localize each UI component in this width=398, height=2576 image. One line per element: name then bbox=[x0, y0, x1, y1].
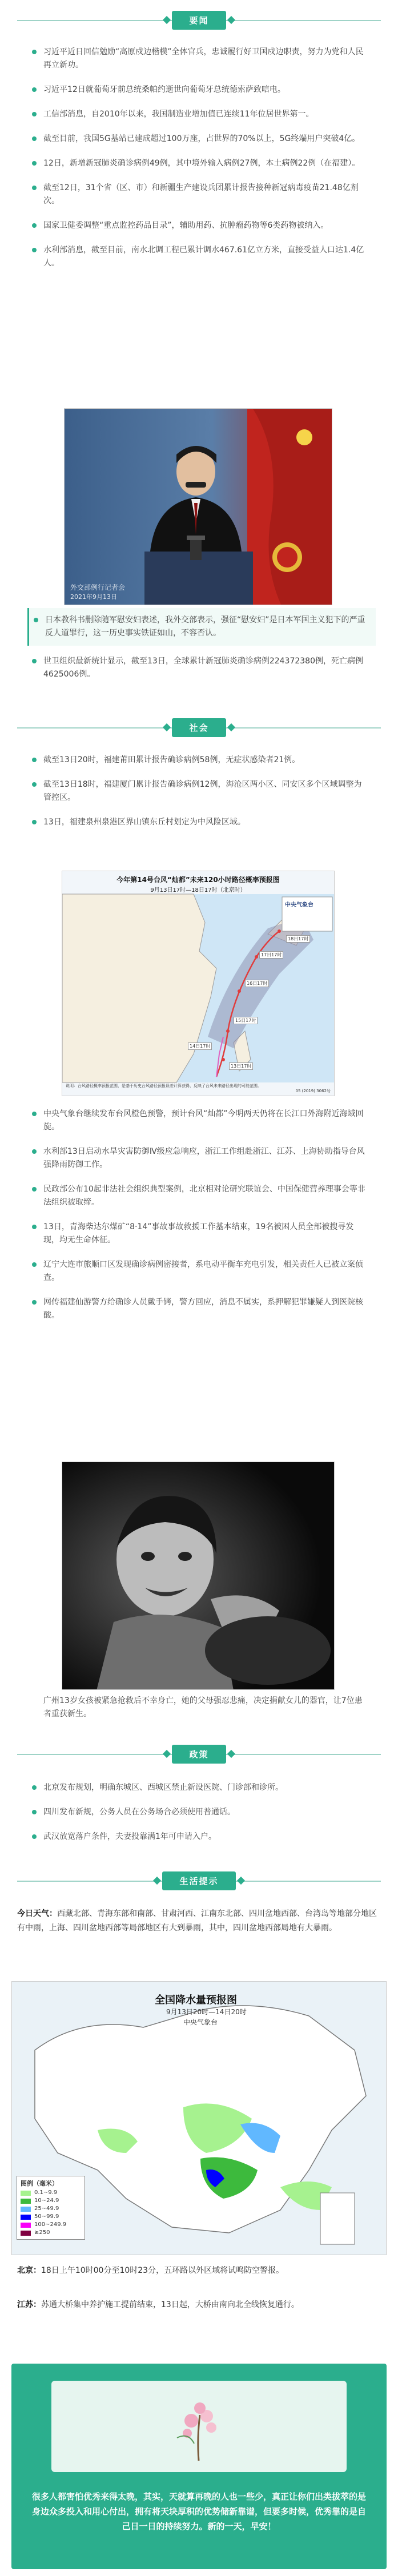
list-item: 13日，福建泉州泉港区界山镇东丘村划定为中风险区域。 bbox=[27, 810, 376, 835]
rain-legend-row bbox=[21, 2229, 81, 2237]
path-label: 18日17时 bbox=[286, 935, 310, 943]
society-list bbox=[27, 748, 376, 835]
map-title: 今年第14号台风“灿都”未来120小时路径概率预报图 bbox=[116, 876, 280, 884]
section-header-life bbox=[0, 1865, 398, 1896]
beijing-label: 北京： bbox=[17, 2266, 41, 2275]
list-item: 习近平近日回信勉励“高原戍边楷模”全体官兵，忠诚履行好卫国戍边职责，努力为党和人民再立新功。 bbox=[27, 40, 376, 78]
rain-legend-label: 50~99.9 bbox=[34, 2213, 59, 2220]
news-list bbox=[27, 40, 376, 276]
map-subtitle: 9月13日17时—18日17时（北京时） bbox=[150, 887, 246, 893]
path-label: 17日17时 bbox=[259, 951, 283, 959]
jiangsu-text: 苏通大桥集中养护施工提前结束，13日起，大桥由南向北全线恢复通行。 bbox=[41, 2300, 299, 2309]
rain-legend-swatch bbox=[21, 2215, 31, 2220]
list-item: 日本教科书删除随军慰安妇表述，我外交部表示，强征“慰安妇”是日本军国主义犯下的严重反人道罪行，这一历史事实铁证如山，不容否认。 bbox=[27, 608, 376, 646]
map-footer: 说明：台风路径概率预报范围，是基于历史台风路径预报误差计算获得，反映了台风未来路径出现的可能范围。 bbox=[66, 1084, 262, 1088]
ending-text: 很多人都害怕优秀来得太晚，其实，天就算再晚的人也一些少，真正让你们出类拔萃的是身边众多投入和用心付出，拥有将天块厚积的优势储新靠谱，但要多时候，优秀靠的是自己日一日的持续努力。新的一天，早安！ bbox=[31, 2492, 366, 2531]
section-title-policy: 政策 bbox=[172, 1745, 226, 1764]
section-title-society: 社会 bbox=[172, 718, 226, 737]
rain-legend-swatch bbox=[21, 2223, 31, 2228]
rain-legend-label: 25~49.9 bbox=[34, 2205, 59, 2212]
rain-legend-row bbox=[21, 2213, 81, 2221]
rain-legend-label: 100~249.9 bbox=[34, 2221, 67, 2228]
path-label: 14日17时 bbox=[188, 1043, 212, 1050]
list-item: 民政部公布10起非法社会组织典型案例，北京相对论研究联谊会、中国保健营养理事会等非法组织被取缔。 bbox=[27, 1177, 376, 1215]
rain-map-org: 中央气象台 bbox=[183, 2018, 218, 2026]
news-list-after-photo bbox=[27, 608, 376, 687]
section-header-policy bbox=[0, 1738, 398, 1769]
beijing-text: 18日上午10时00分至10时23分，五环路以外区域将试鸣防空警报。 bbox=[41, 2266, 284, 2275]
list-item: 水利部13日启动水旱灾害防御Ⅳ级应急响应，浙江工作组赴浙江、江苏、上海协助指导台风强降雨防御工作。 bbox=[27, 1140, 376, 1177]
list-item: 截至12日，31个省（区、市）和新疆生产建设兵团累计报告接种新冠病毒疫苗21.48亿剂次。 bbox=[27, 176, 376, 214]
girl-illustration bbox=[62, 1462, 335, 1690]
photo-date: 2021年9月13日 bbox=[70, 593, 117, 601]
ending-illustration bbox=[51, 2381, 347, 2472]
flower-icon bbox=[51, 2381, 347, 2472]
path-label: 16日17时 bbox=[245, 980, 269, 987]
list-item: 中央气象台继续发布台风橙色预警，预计台风“灿都”今明两天仍将在长江口外海附近海域回旋。 bbox=[27, 1102, 376, 1140]
ending-card bbox=[11, 2364, 387, 2569]
rain-map-title: 全国降水量预报图 bbox=[155, 1994, 237, 2006]
weather-label: 今日天气： bbox=[17, 1909, 57, 1918]
weather-text bbox=[17, 1907, 381, 1935]
weather-body: 西藏北部、青海东部和南部、甘肃河西、江南东北部、四川盆地西部、台湾岛等地部分地区有中雨，上海、四川盆地西部等局部地区有大到暴雨，其中，四川盆地西部局地有大暴雨。 bbox=[17, 1909, 377, 1933]
section-title-life: 生活提示 bbox=[162, 1871, 235, 1890]
path-label: 15日17时 bbox=[234, 1017, 258, 1024]
list-item: 四川发布新规，公务人员在公务场合必须使用普通话。 bbox=[27, 1800, 376, 1825]
rain-legend-row bbox=[21, 2197, 81, 2205]
rain-legend bbox=[17, 2176, 85, 2240]
list-item: 北京发布规划，明确东城区、西城区禁止新设医院、门诊部和诊所。 bbox=[27, 1776, 376, 1800]
jiangsu-notice bbox=[17, 2298, 381, 2312]
policy-list bbox=[27, 1776, 376, 1849]
list-item: 截至目前，我国5G基站已建成超过100万座，占世界的70%以上，5G终端用户突破4亿。 bbox=[27, 127, 376, 151]
press-conference-illustration bbox=[65, 409, 332, 605]
rain-legend-swatch bbox=[21, 2191, 31, 2196]
rain-legend-label: 0.1~9.9 bbox=[34, 2189, 58, 2196]
list-item: 13日，青海柴达尔煤矿“8·14”事故事故救援工作基本结束，19名被困人员全部被搜寻发现，均无生命体征。 bbox=[27, 1215, 376, 1253]
rain-legend-label: ≥250 bbox=[34, 2229, 50, 2236]
rain-legend-swatch bbox=[21, 2231, 31, 2236]
rain-legend-label: 10~24.9 bbox=[34, 2197, 59, 2204]
rain-map-subtitle: 9月13日20时—14日20时 bbox=[166, 2008, 247, 2016]
beijing-notice bbox=[17, 2264, 381, 2278]
list-item: 武汉放宽落户条件，夫妻投靠满1年可申请入户。 bbox=[27, 1825, 376, 1849]
rain-legend-row bbox=[21, 2189, 81, 2197]
section-header-news bbox=[0, 5, 398, 35]
list-item: 截至13日18时，福建厦门累计报告确诊病例12例，海沧区两小区、同安区多个区域调整为管控区。 bbox=[27, 772, 376, 810]
list-item: 国家卫健委调整“重点监控药品目录”，辅助用药、抗肿瘤药物等6类药物被纳入。 bbox=[27, 214, 376, 238]
rain-legend-swatch bbox=[21, 2207, 31, 2212]
girl-photo bbox=[62, 1462, 335, 1690]
jiangsu-label: 江苏： bbox=[17, 2300, 41, 2309]
map-legend-title: 中央气象台 bbox=[285, 902, 313, 908]
rain-legend-swatch bbox=[21, 2199, 31, 2204]
list-item: 12日，新增新冠肺炎确诊病例49例，其中境外输入病例27例，本土病例22例（在福建）。 bbox=[27, 151, 376, 176]
rainfall-map bbox=[11, 1981, 387, 2255]
typhoon-path-map bbox=[62, 871, 335, 1096]
rain-legend-row bbox=[21, 2205, 81, 2213]
list-item: 习近平12日就葡萄牙前总统桑帕约逝世向葡萄牙总统德索萨致唁电。 bbox=[27, 78, 376, 102]
press-conference-photo bbox=[64, 408, 332, 605]
photo-caption: 外交部例行记者会 bbox=[70, 583, 126, 591]
section-title-news: 要闻 bbox=[172, 11, 226, 30]
list-item: 网传福建仙游警方给确诊人员戴手铐，警方回应，消息不属实，系押解犯罪嫌疑人到医院核酸。 bbox=[27, 1290, 376, 1328]
path-label: 13日17时 bbox=[229, 1062, 253, 1070]
list-item: 工信部消息，自2010年以来，我国制造业增加值已连续11年位居世界第一。 bbox=[27, 102, 376, 127]
girl-photo-caption: 广州13岁女孩被紧急抢救后不幸身亡，她的父母强忍悲痛，决定捐献女儿的器官，让7位患者重获新生。 bbox=[43, 1696, 363, 1718]
society-list-2 bbox=[27, 1102, 376, 1328]
section-header-society bbox=[0, 712, 398, 743]
rain-legend-title: 图例（毫米） bbox=[21, 2180, 58, 2187]
list-item: 辽宁大连市旅顺口区发现确诊病例密接者，系电动平衡车充电引发，相关责任人已被立案侦查。 bbox=[27, 1253, 376, 1290]
map-stamp: 05 (2019) 3062号 bbox=[295, 1089, 331, 1093]
list-item: 世卫组织最新统计显示，截至13日，全球累计新冠肺炎确诊病例224372380例，死亡病例4625006例。 bbox=[27, 649, 376, 687]
list-item: 水利部消息，截至目前，南水北调工程已累计调水467.61亿立方米，直接受益人口达1.4亿人。 bbox=[27, 238, 376, 276]
list-item: 截至13日20时，福建莆田累计报告确诊病例58例，无症状感染者21例。 bbox=[27, 748, 376, 772]
rain-legend-row bbox=[21, 2221, 81, 2229]
